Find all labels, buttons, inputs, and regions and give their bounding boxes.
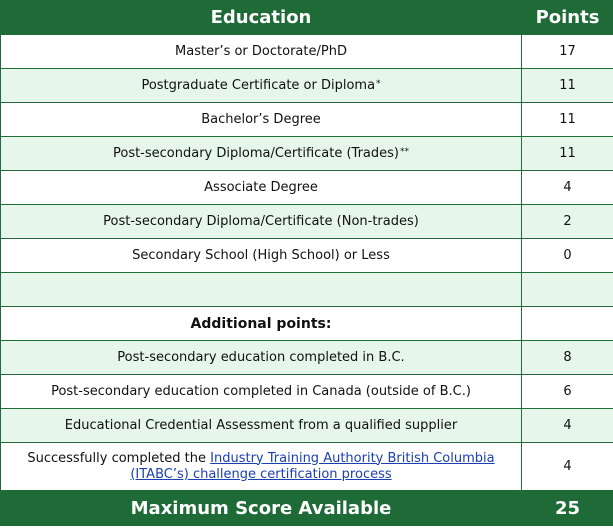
education-column-header: Education [1, 1, 522, 35]
table-row [1, 103, 613, 137]
table-row [1, 35, 613, 69]
table-header-row [1, 1, 613, 35]
points-cell: 4 [522, 443, 613, 491]
education-label: Post-secondary Diploma/Certificate (Trades) [112, 146, 399, 161]
empty-cell [522, 307, 613, 341]
education-label: Bachelor’s Degree [201, 112, 321, 127]
empty-cell [1, 273, 522, 307]
spacer-row [1, 273, 613, 307]
additional-points-heading: Additional points: [1, 307, 522, 341]
education-cell [1, 205, 522, 239]
points-cell: 4 [522, 409, 613, 443]
points-cell: 8 [522, 341, 613, 375]
empty-cell [522, 273, 613, 307]
education-cell [1, 239, 522, 273]
points-column-header: Points [522, 1, 613, 35]
education-label: Master’s or Doctorate/PhD [175, 44, 347, 59]
points-cell: 4 [522, 171, 613, 205]
points-cell: 6 [522, 375, 613, 409]
points-cell: 11 [522, 69, 613, 103]
education-cell [1, 103, 522, 137]
points-cell: 11 [522, 103, 613, 137]
education-label: Post-secondary Diploma/Certificate (Non-trades) [103, 214, 419, 229]
education-label: Associate Degree [204, 180, 318, 195]
points-cell: 2 [522, 205, 613, 239]
maximum-score-value: 25 [522, 491, 613, 526]
education-cell [1, 171, 522, 205]
table-row [1, 239, 613, 273]
education-cell: Post-secondary education completed in B.C. [1, 341, 522, 375]
table-row [1, 137, 613, 171]
footnote-marker: ** [400, 147, 409, 157]
table-row [1, 171, 613, 205]
table-row [1, 375, 613, 409]
education-cell: Educational Credential Assessment from a qualified supplier [1, 409, 522, 443]
additional-points-heading-row [1, 307, 613, 341]
table-row [1, 69, 613, 103]
points-cell: 0 [522, 239, 613, 273]
education-cell [1, 35, 522, 69]
education-cell [1, 443, 522, 491]
points-cell: 17 [522, 35, 613, 69]
education-cell [1, 137, 522, 171]
maximum-score-label: Maximum Score Available [1, 491, 522, 526]
table-row [1, 409, 613, 443]
education-cell [1, 69, 522, 103]
table-row [1, 443, 613, 491]
table-row [1, 341, 613, 375]
education-cell: Post-secondary education completed in Canada (outside of B.C.) [1, 375, 522, 409]
footnote-marker: * [376, 79, 381, 89]
itabc-link[interactable]: Industry Training Authority British Columbia (ITABC’s) challenge certification process [130, 450, 495, 482]
table-row [1, 205, 613, 239]
itabc-prefix-text: Successfully completed the [27, 450, 211, 466]
footer-row [1, 491, 613, 526]
education-label: Secondary School (High School) or Less [132, 248, 390, 263]
education-label: Postgraduate Certificate or Diploma [141, 78, 376, 93]
points-cell: 11 [522, 137, 613, 171]
